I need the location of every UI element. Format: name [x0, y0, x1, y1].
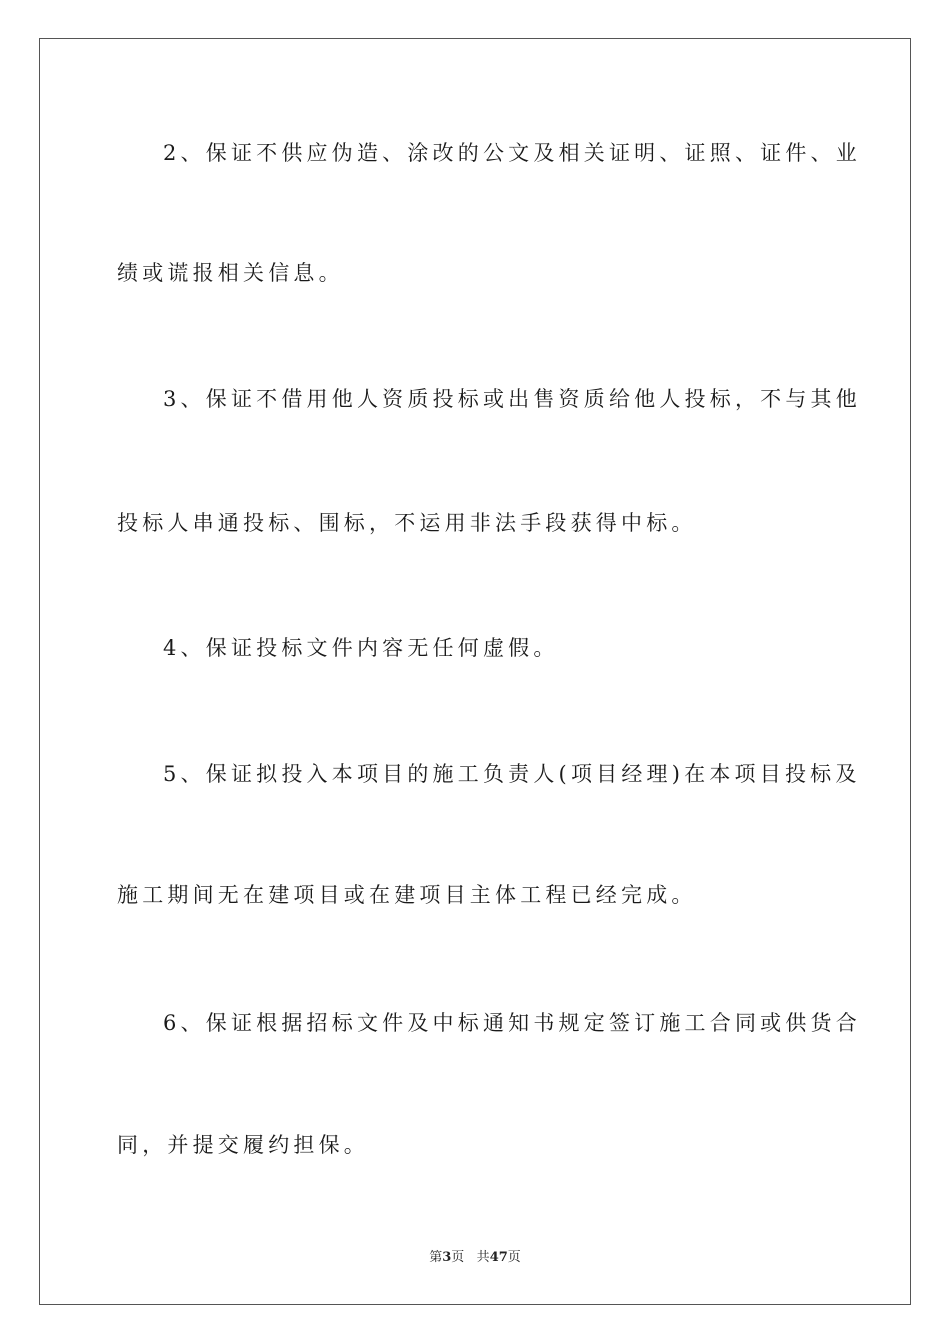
footer-total-prefix: 共 — [476, 1250, 490, 1265]
page-border — [39, 38, 911, 1305]
paragraph-5-line-2: 施工期间无在建项目或在建项目主体工程已经完成。 — [117, 883, 697, 907]
page-footer — [0, 1246, 950, 1265]
paragraph-6-line-1: 6、保证根据招标文件及中标通知书规定签订施工合同或供货合 — [163, 1011, 861, 1035]
paragraph-3-line-2: 投标人串通投标、围标，不运用非法手段获得中标。 — [117, 511, 697, 535]
footer-total-suffix: 页 — [507, 1250, 521, 1265]
paragraph-4-line-1: 4、保证投标文件内容无任何虚假。 — [163, 636, 559, 660]
current-page-number: 3 — [442, 1250, 452, 1265]
footer-prefix: 第 — [429, 1250, 443, 1265]
paragraph-3-line-1: 3、保证不借用他人资质投标或出售资质给他人投标，不与其他 — [163, 387, 861, 411]
footer-page-suffix: 页 — [451, 1250, 465, 1265]
paragraph-2-line-1: 2、保证不供应伪造、涂改的公文及相关证明、证照、证件、业 — [163, 141, 861, 165]
paragraph-2-line-2: 绩或谎报相关信息。 — [117, 261, 344, 285]
paragraph-5-line-1: 5、保证拟投入本项目的施工负责人(项目经理)在本项目投标及 — [163, 762, 861, 786]
paragraph-6-line-2: 同，并提交履约担保。 — [117, 1133, 369, 1157]
total-pages-number: 47 — [489, 1250, 508, 1265]
